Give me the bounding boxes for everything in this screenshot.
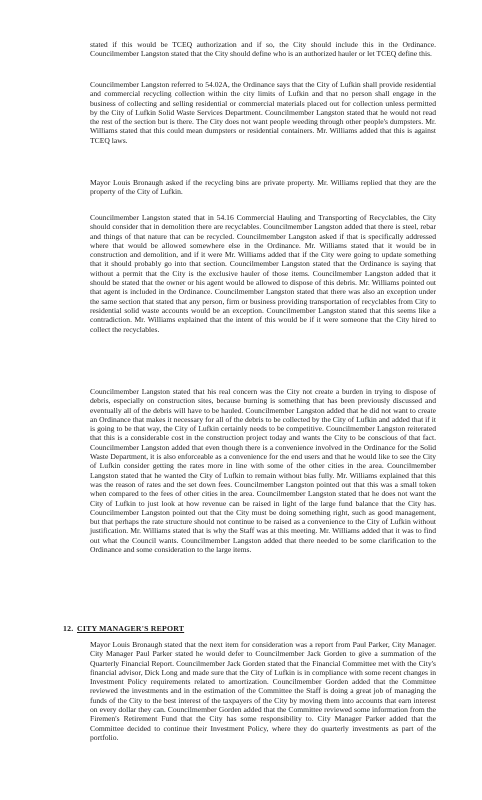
paragraph-city-manager-report: Mayor Louis Bronaugh stated that the next item for consideration was a report from Paul Parker, City Manager. City Manager Paul Parker stated he would defer to Councilmember Jack Gorden to give a summation of the Quarterly Financial Report. Councilmember Jack Gorden stated that the Financial Committee met with the City's financial advisor, Dick Long and made sure that the City of Lufkin is in compliance with some recent changes in Investment Policy requirements related to amortization. Councilmember Gorden added that the Committee reviewed the investments and in the estimation of the Committee the Staff is doing a great job of managing the funds of the City to the best interest of the taxpayers of the City by moving them into accounts that earn interest on every dollar they can. Councilmember Gorden added that the Committee reviewed some information from the Firemen's Retirement Fund that the City has some responsibility to. City Manager Parker added that the Committee decided to continue their Investment Policy, where they do quarterly investments as part of the portfolio. bbox=[90, 640, 436, 742]
paragraph-recycling-bins: Mayor Louis Bronaugh asked if the recycling bins are private property. Mr. Williams replied that they are the property of the City of Lufkin. bbox=[90, 178, 436, 197]
paragraph-debris-concern: Councilmember Langston stated that his real concern was the City not create a burden in trying to dispose of debris, especially on construction sites, because burning is something that has been previously discussed and eventually all of the debris will have to be hauled. Councilmember Langston added that he did not want to create an Ordinance that makes it necessary for all of the debris to be collected by the City of Lufkin and added that if it is going to be that way, the City of Lufkin certainly needs to be competitive. Councilmember Langston reiterated that this is a considerable cost in the construction project today and wants the City to be conscious of that fact. Councilmember Langston added that even though there is a convenience involved in the Ordinance for the Solid Waste Department, it is also enforceable as a convenience for the end users and that he would like to see the City of Lufkin consider getting the rates more in line with some of the other cities in the area. Councilmember Langston stated that he wanted the City of Lufkin to remain without bias fully. Mr. Williams explained that this was the reason of rates and the set down fees. Councilmember Langston pointed out that this was a small token when compared to the fees of other cities in the area. Councilmember Langston stated that he does not want the City of Lufkin to just look at how revenue can be raised in light of the large fund balance that the City has. Councilmember Langston pointed out that the City must be doing something right, such as good management, but that perhaps the rate structure should not continue to be raised as a convenience to the City of Lufkin without justification. Mr. Williams stated that is why the Staff was at this meeting. Mr. Williams added that it was to find out what the Council wants. Councilmember Langston added that there needed to be some clarification to the Ordinance and some consideration to the large items. bbox=[90, 387, 436, 555]
paragraph-hauler-definition: stated if this would be TCEQ authorization and if so, the City should include this in the Ordinance. Councilmember Langston stated that the City should define who is an authorized hauler or let TCEQ define this. bbox=[90, 40, 436, 59]
paragraph-recycling-collection: Councilmember Langston referred to 54.02A, the Ordinance says that the City of Lufkin shall provide residential and commercial recycling collection within the city limits of Lufkin and that no person shall engage in the business of collecting and selling residential or commercial materials placed out for collection unless permitted by the City of Lufkin Solid Waste Services Department. Councilmember Langston stated that he would not read the rest of the section but is there. The City does not want people weeding through other people's dumpsters. Mr. Williams stated that this could mean dumpsters or residential containers. Mr. Williams added that this is against TCEQ laws. bbox=[90, 80, 436, 145]
section-number: 12. bbox=[63, 624, 74, 633]
section-heading bbox=[63, 624, 184, 633]
section-title: CITY MANAGER'S REPORT bbox=[77, 624, 185, 633]
paragraph-commercial-hauling: Councilmember Langston stated that in 54.16 Commercial Hauling and Transporting of Recyclables, the City should consider that in demolition there are recyclables. Councilmember Langston added that there is steel, rebar and things of that nature that can be recycled. Councilmember Langston asked if that is specifically addressed where that would be allowed somewhere else in the Ordinance. Mr. Williams stated that it would be in construction and demolition, and if it were Mr. Williams added that if the City were going to update something that it should probably go into that section. Councilmember Langston stated that the Ordinance is saying that without a permit that the City is the exclusive hauler of those items. Councilmember Langston added that it should be stated that the owner or his agent would be allowed to dispose of this debris. Mr. Williams pointed out that agent is included in the Ordinance. Councilmember Langston stated that there was also an exception under the same section that stated that any person, firm or business providing transportation of recyclables from City to residential solid waste accounts would be an exception. Councilmember Langston stated that this seems like a contradiction. Mr. Williams explained that the intent of this would be if it were someone that the City hired to collect the recyclables. bbox=[90, 213, 436, 334]
